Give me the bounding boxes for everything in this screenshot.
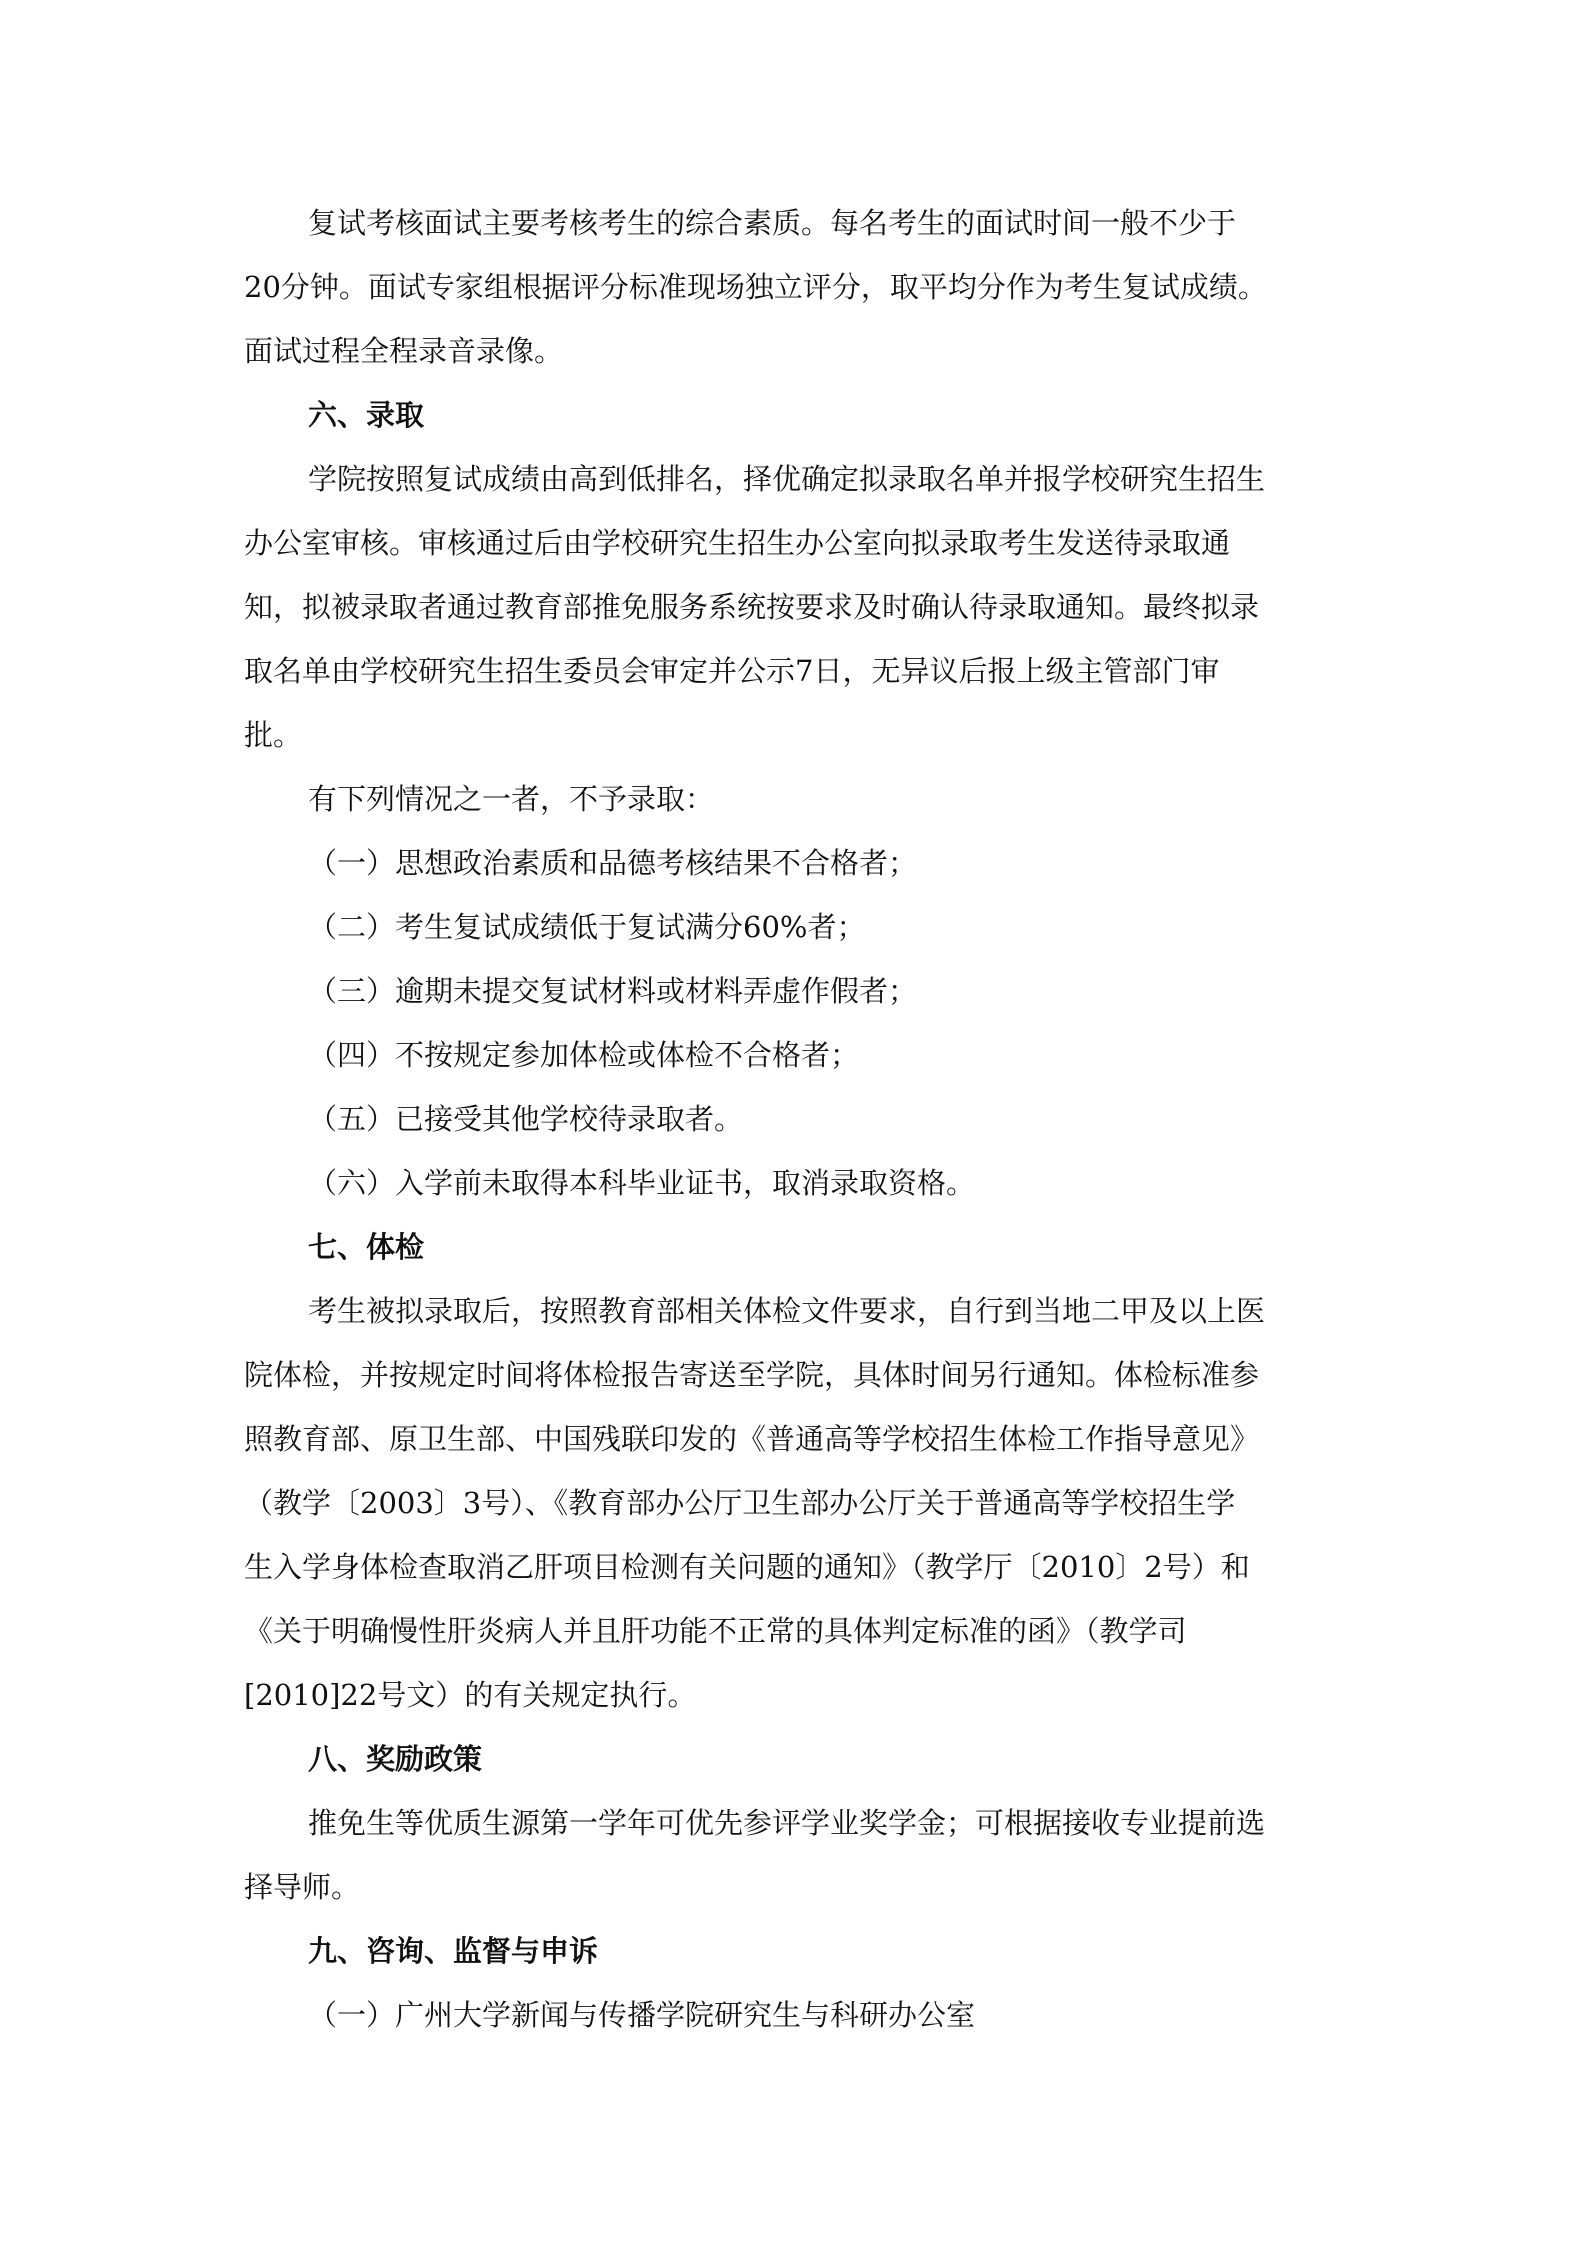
- list-item: （一）思想政治素质和品德考核结果不合格者；: [308, 846, 918, 880]
- section-heading-physical-exam: 七、体检: [308, 1230, 425, 1264]
- paragraph-line: 知，拟被录取者通过教育部推免服务系统按要求及时确认待录取通知。最终拟录: [244, 590, 1260, 624]
- paragraph-line: 择导师。: [244, 1870, 361, 1904]
- list-item: （一）广州大学新闻与传播学院研究生与科研办公室: [308, 1998, 976, 2032]
- paragraph-line: 批。: [244, 718, 303, 752]
- paragraph-line: [2010]22号文）的有关规定执行。: [244, 1678, 697, 1712]
- paragraph-line: （教学〔2003〕3号）、《教育部办公厅卫生部办公厅关于普通高等学校招生学: [244, 1486, 1236, 1520]
- section-heading-reward-policy: 八、奖励政策: [308, 1742, 483, 1776]
- paragraph-line: 学院按照复试成绩由高到低排名，择优确定拟录取名单并报学校研究生招生: [308, 462, 1266, 496]
- paragraph-line: 面试过程全程录音录像。: [244, 334, 564, 368]
- paragraph-line: 院体检，并按规定时间将体检报告寄送至学院，具体时间另行通知。体检标准参: [244, 1358, 1260, 1392]
- section-heading-consultation: 九、咨询、监督与申诉: [308, 1934, 599, 1968]
- paragraph-line: 办公室审核。审核通过后由学校研究生招生办公室向拟录取考生发送待录取通: [244, 526, 1231, 560]
- paragraph-line: 取名单由学校研究生招生委员会审定并公示7日，无异议后报上级主管部门审: [244, 654, 1220, 688]
- paragraph-line: 《关于明确慢性肝炎病人并且肝功能不正常的具体判定标准的函》（教学司: [244, 1614, 1187, 1648]
- paragraph-line: 生入学身体检查取消乙肝项目检测有关问题的通知》（教学厅〔2010〕2号）和: [244, 1550, 1250, 1584]
- list-item: （二）考生复试成绩低于复试满分60%者；: [308, 910, 866, 944]
- paragraph-line: 20分钟。面试专家组根据评分标准现场独立评分，取平均分作为考生复试成绩。: [244, 270, 1267, 304]
- list-item: （四）不按规定参加体检或体检不合格者；: [308, 1038, 860, 1072]
- list-item: （五）已接受其他学校待录取者。: [308, 1102, 744, 1136]
- section-heading-admission: 六、录取: [308, 398, 425, 432]
- paragraph-line: 照教育部、原卫生部、中国残联印发的《普通高等学校招生体检工作指导意见》: [244, 1422, 1260, 1456]
- paragraph-line: 复试考核面试主要考核考生的综合素质。每名考生的面试时间一般不少于: [308, 206, 1237, 240]
- paragraph-line: 考生被拟录取后，按照教育部相关体检文件要求，自行到当地二甲及以上医: [308, 1294, 1266, 1328]
- list-item: （六）入学前未取得本科毕业证书，取消录取资格。: [308, 1166, 976, 1200]
- list-item: （三）逾期未提交复试材料或材料弄虚作假者；: [308, 974, 918, 1008]
- paragraph-line: 推免生等优质生源第一学年可优先参评学业奖学金；可根据接收专业提前选: [308, 1806, 1266, 1840]
- paragraph-line: 有下列情况之一者，不予录取：: [308, 782, 715, 816]
